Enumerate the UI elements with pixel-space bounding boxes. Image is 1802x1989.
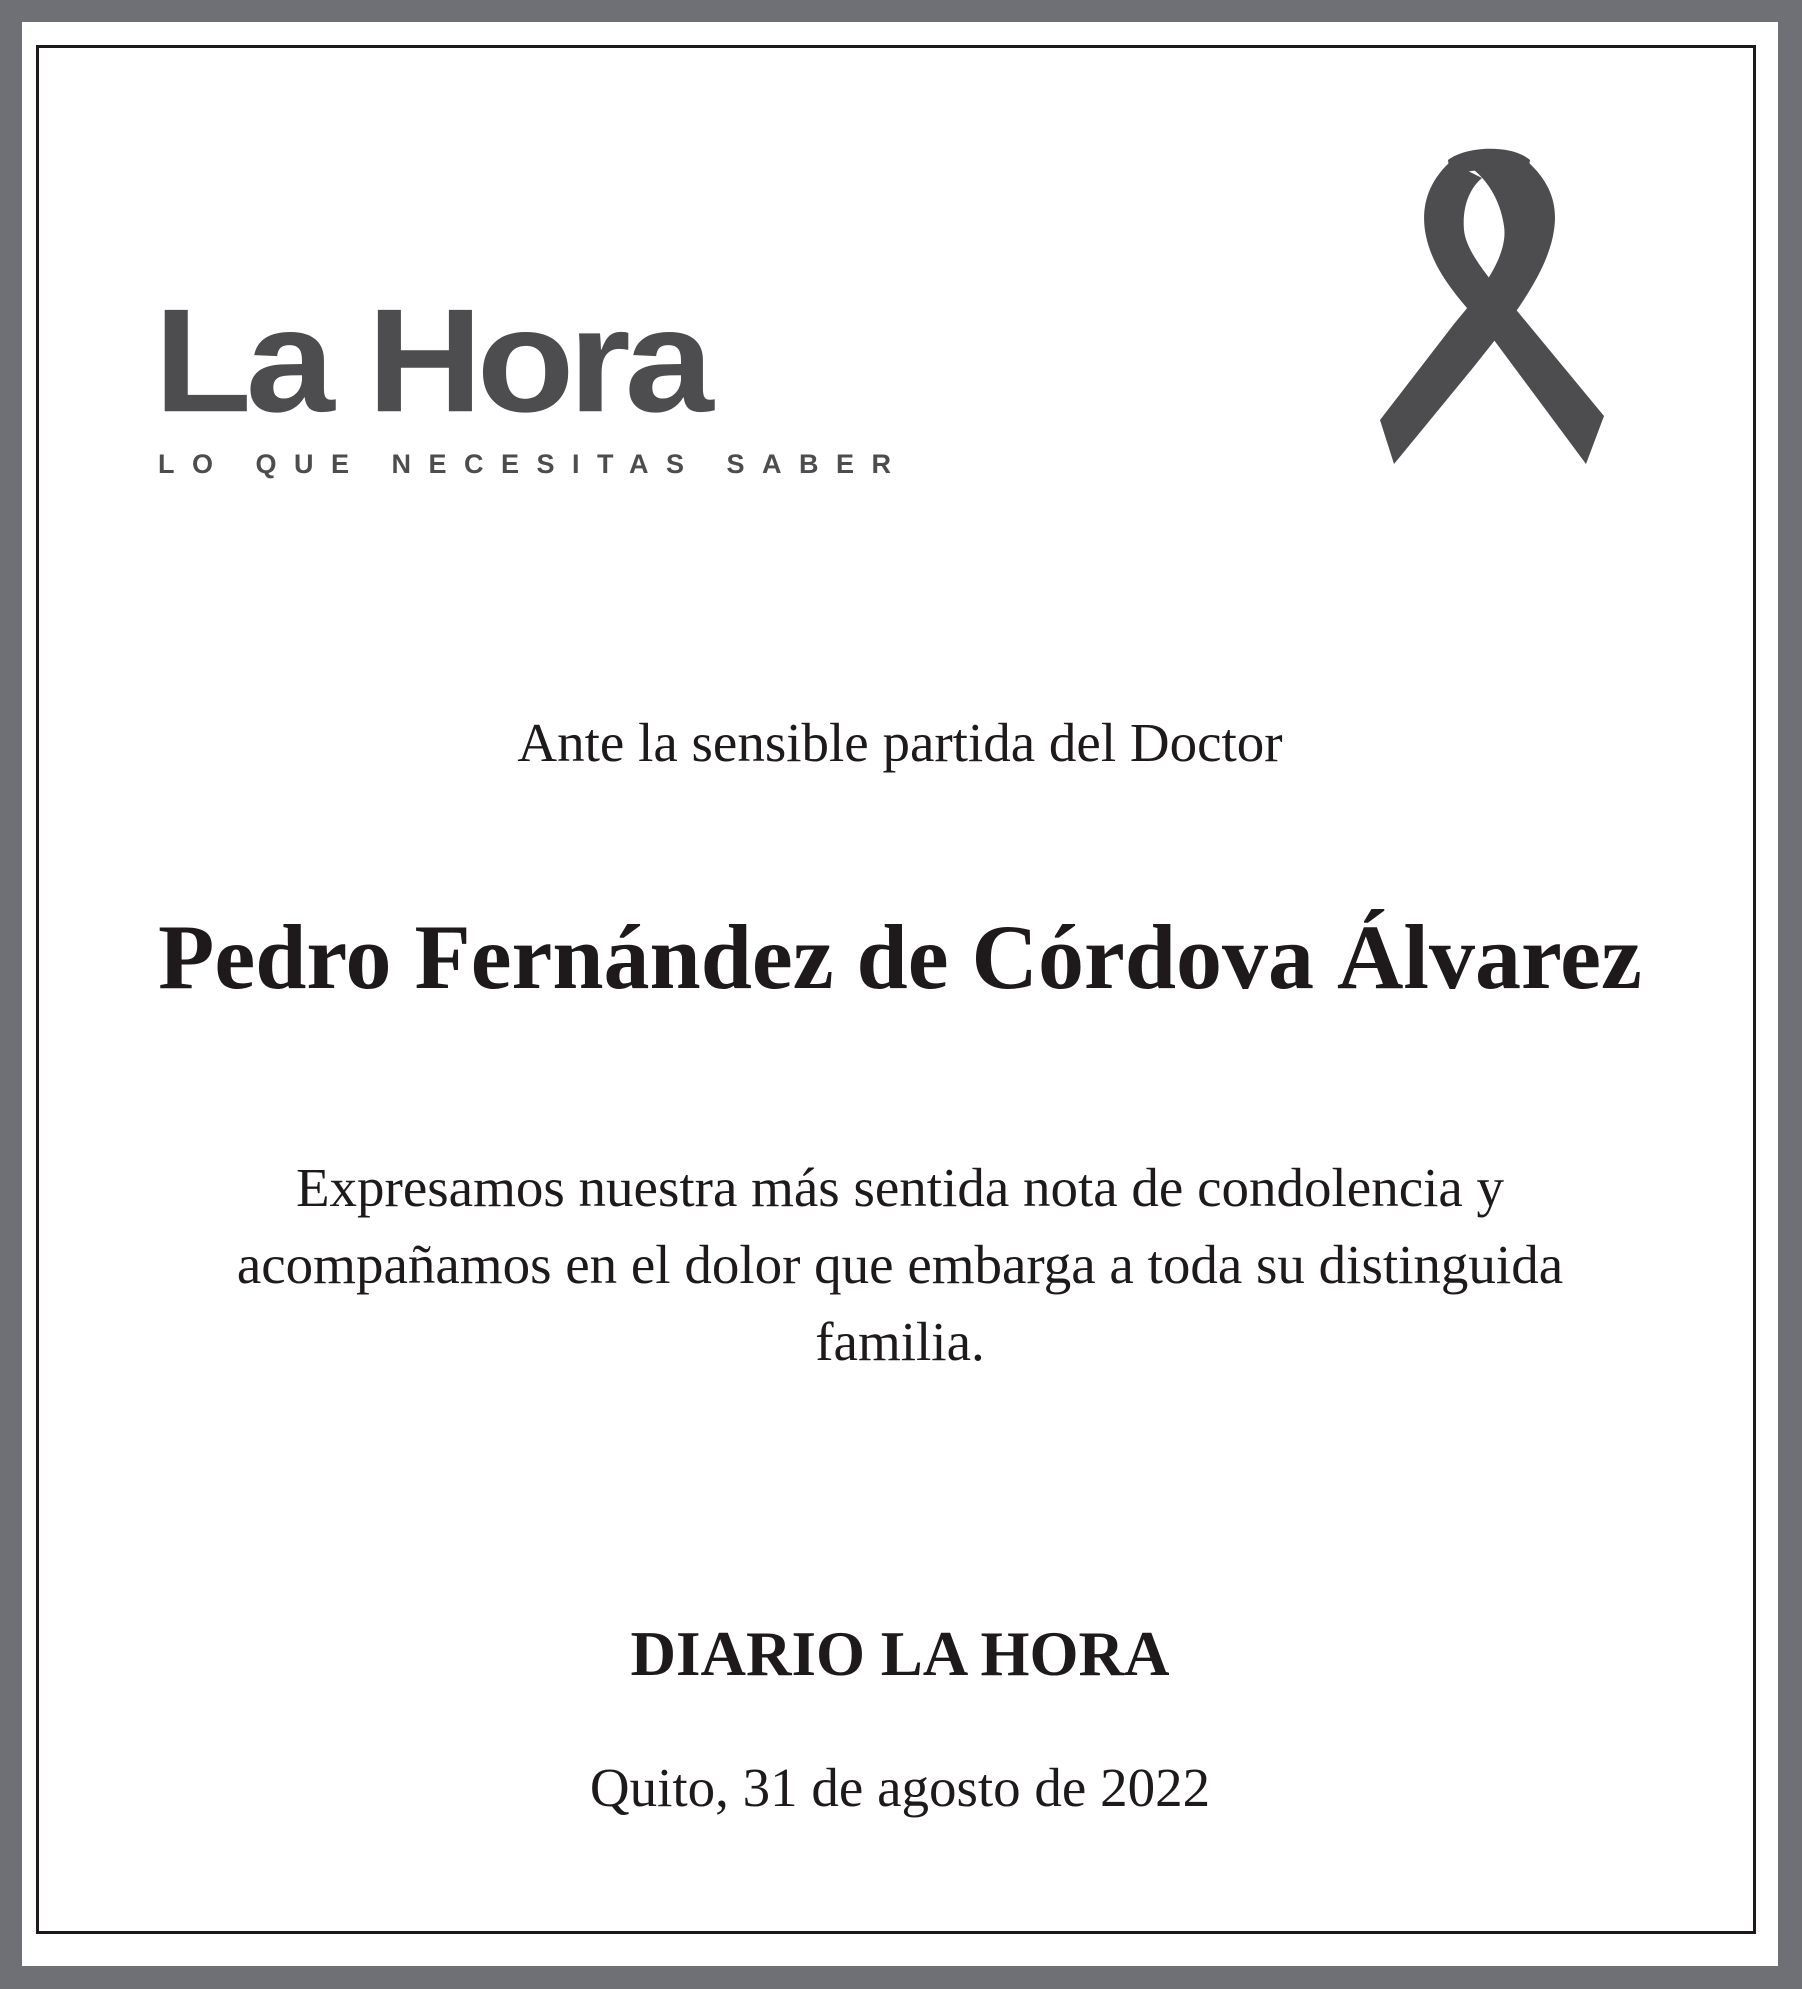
logo-wordmark: La Hora xyxy=(154,277,708,443)
logo-tagline: LO QUE NECESITAS SABER xyxy=(158,449,909,479)
signature: DIARIO LA HORA xyxy=(630,1619,1170,1689)
mourning-ribbon-icon xyxy=(1378,134,1618,474)
condolence-card xyxy=(22,22,1778,1966)
la-hora-logo xyxy=(154,277,909,497)
condolence-message: Expresamos nuestra más sentida nota de condolencia y acompañamos en el dolor que embarga a toda su distinguida familia. xyxy=(236,1157,1564,1372)
deceased-name: Pedro Fernández de Córdova Álvarez xyxy=(158,906,1642,1008)
intro-text: Ante la sensible partida del Doctor xyxy=(517,712,1283,773)
date-line: Quito, 31 de agosto de 2022 xyxy=(589,1757,1211,1818)
